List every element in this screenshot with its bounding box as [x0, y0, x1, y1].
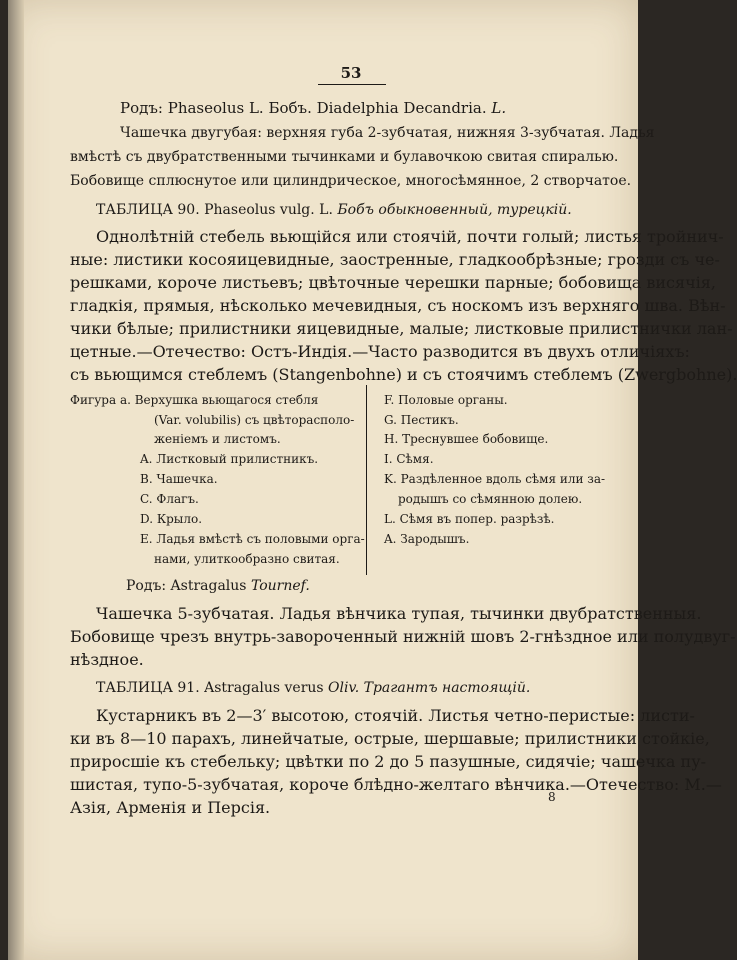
figure-caption: I. Сѣмя. [384, 452, 434, 466]
table90-line: съ вьющимся стеблемъ (Stangenbohne) и съ стоячимъ стеблемъ (Zwergbohne). [70, 365, 737, 384]
genus-heading-text: Родъ: Phaseolus L. Бобъ. Diadelphia Decandria. [120, 99, 492, 117]
genus-phaseolus-heading [120, 99, 506, 117]
genus1-line: Чашечка двугубая: верхняя губа 2-зубчатая, нижняя 3-зубчатая. Ладья [120, 125, 655, 141]
table91-line: Азія, Арменія и Персія. [70, 798, 271, 817]
figure-a-caption-cont: (Var. volubilis) съ цвѣторасполо- [154, 413, 355, 427]
figure-caption: F. Половые органы. [384, 393, 508, 407]
table91-line: шистая, тупо-5-зубчатая, короче блѣдно-желтаго вѣнчика.—Отечество: М.— [70, 775, 722, 794]
genus1-line: вмѣстѣ съ двубратственными тычинками и булавочкою свитая спиралью. [70, 149, 619, 165]
figure-caption: D. Крыло. [140, 512, 203, 526]
table91-line: ки въ 8—10 парахъ, линейчатые, острые, шершавые; прилистники стойкіе, [70, 729, 710, 748]
figure-caption: A. Листковый прилистникъ. [140, 452, 319, 466]
figure-columns-divider [366, 385, 367, 575]
genus2-line: Бобовище чрезъ внутрь-завороченный нижній шовъ 2-гнѣздное или полудвуг- [70, 627, 736, 646]
figure-caption: E. Ладья вмѣстѣ съ половыми орга- [140, 532, 365, 546]
table91-line: приросшіе къ стебельку; цвѣтки по 2 до 5 пазушные, сидячіе; чашечка пу- [70, 752, 707, 771]
table90-line: решками, короче листьевъ; цвѣточные черешки парные; бобовища висячія, [70, 273, 716, 292]
genus2-line: Чашечка 5-зубчатая. Ладья вѣнчика тупая, тычинки двубратственныя. [96, 604, 702, 623]
signature-mark: 8 [548, 790, 556, 804]
genus-astragalus-heading [126, 578, 310, 594]
table90-line: Однолѣтній стебель вьющійся или стоячій, почти голый; листья тройнич- [96, 227, 724, 246]
genus-heading-text: Родъ: Astragalus [126, 578, 251, 594]
table90-heading [96, 202, 572, 218]
table91-line: Кустарникъ въ 2—3′ высотою, стоячій. Листья четно-перистые: листи- [96, 706, 695, 725]
figure-caption: B. Чашечка. [140, 472, 218, 486]
figure-a-caption: Фигура а. Верхушка вьющагося стебля [70, 393, 319, 407]
figure-caption: H. Треснувшее бобовище. [384, 432, 549, 446]
figure-caption-cont: нами, улиткообразно свитая. [154, 552, 340, 566]
table90-line: ные: листики косояицевидные, заостренные, гладкообрѣзные; грозди съ че- [70, 250, 720, 269]
figure-caption: C. Флагъ. [140, 492, 199, 506]
page-gutter-shadow [8, 0, 24, 960]
figure-caption: K. Раздѣленное вдоль сѣмя или за- [384, 472, 606, 486]
figure-caption-cont: родышъ со сѣмянною долею. [398, 492, 583, 506]
table90-line: цетные.—Отечество: Остъ-Индія.—Часто разводится въ двухъ отличіяхъ: [70, 342, 690, 361]
genus1-line: Бобовище сплюснутое или цилиндрическое, многосѣмянное, 2 створчатое. [70, 173, 632, 189]
book-page [8, 0, 737, 960]
figure-caption: G. Пестикъ. [384, 413, 459, 427]
table90-line: чики бѣлые; прилистники яицевидные, малые; листковые прилистнички лан- [70, 319, 733, 338]
table90-line: гладкія, прямыя, нѣсколько мечевидныя, съ носкомъ изъ верхняго шва. Вѣн- [70, 296, 726, 315]
table-heading-text: ТАБЛИЦА 90. Phaseolus vulg. L. [96, 202, 338, 218]
figure-caption: A. Зародышъ. [384, 532, 470, 546]
table91-heading [96, 680, 530, 696]
page-number-rule [318, 84, 386, 85]
genus-heading-author: L. [491, 99, 507, 117]
table-heading-text: ТАБЛИЦА 91. Astragalus verus [96, 680, 329, 696]
page-number: 53 [340, 64, 362, 82]
figure-caption: L. Сѣмя въ попер. разрѣзѣ. [384, 512, 555, 526]
figure-a-caption-cont: женіемъ и листомъ. [154, 432, 281, 446]
table-heading-russian-name: Oliv. Трагантъ настоящій. [328, 680, 531, 696]
table-heading-russian-name: Бобъ обыкновенный, турецкій. [337, 202, 572, 218]
genus2-line: нѣздное. [70, 650, 144, 669]
genus-heading-author: Tournef. [250, 578, 310, 594]
